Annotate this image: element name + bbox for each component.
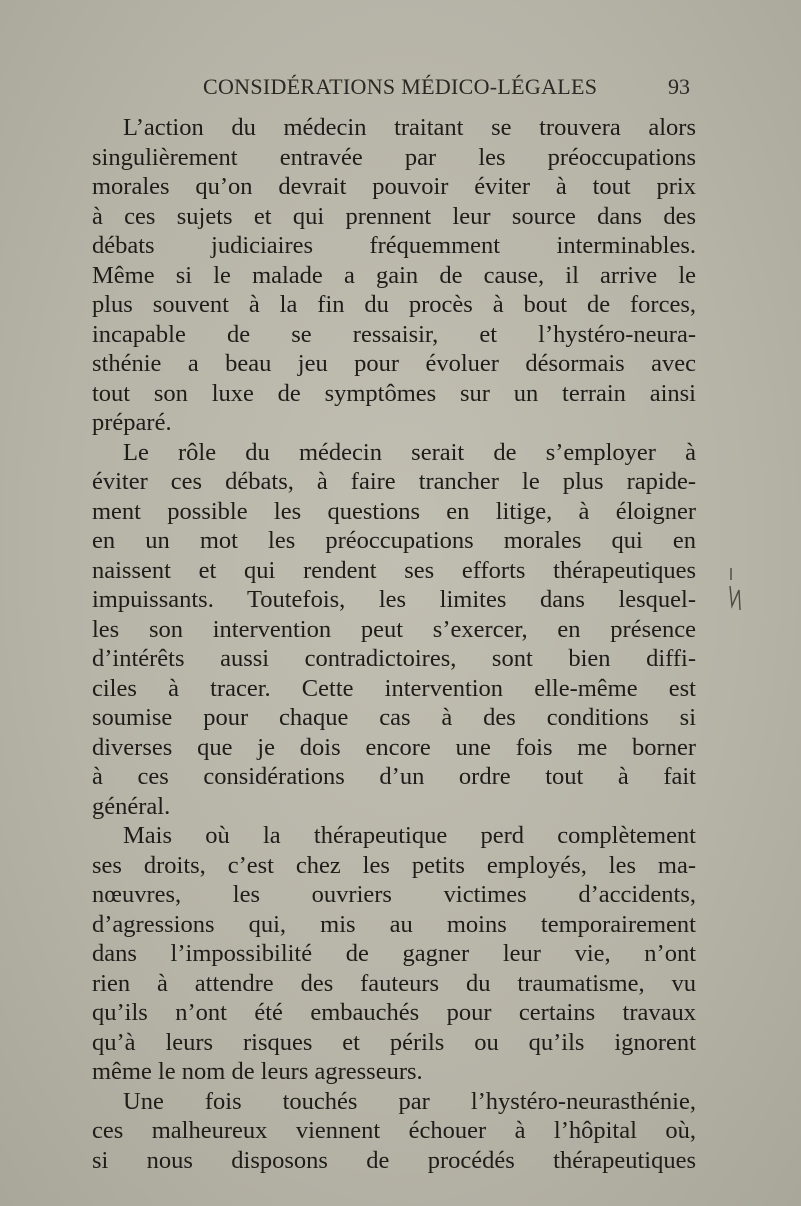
text-line: incapable de se ressaisir, et l’hystéro-neura- — [92, 320, 696, 348]
text-line: préparé. — [92, 409, 172, 436]
body-text — [92, 113, 696, 1175]
margin-pencil-mark — [728, 566, 742, 612]
text-line: éviter ces débats, à faire trancher le plus rapide- — [92, 468, 696, 495]
text-line: général. — [92, 792, 171, 820]
text-line: d’agressions qui, mis au moins temporairement — [92, 910, 696, 938]
text-line: ses droits, c’est chez les petits employés, les ma- — [92, 851, 696, 879]
text-line: Même si le malade a gain de cause, il arrive le — [92, 261, 696, 289]
text-line: Une fois touchés par l’hystéro-neurasthénie, — [123, 1087, 696, 1115]
text-line: ment possible les questions en litige, à éloigner — [92, 497, 696, 525]
text-line: rien à attendre des fauteurs du traumatisme, vu — [92, 969, 696, 997]
text-line: qu’ils n’ont été embauchés pour certains travaux — [92, 999, 696, 1026]
text-line: débats judiciaires fréquemment interminables. — [92, 232, 696, 259]
text-line: les son intervention peut s’exercer, en présence — [92, 615, 696, 643]
text-line: d’intérêts aussi contradictoires, sont bien diffi- — [92, 645, 696, 672]
text-line: soumise pour chaque cas à des conditions si — [92, 704, 696, 731]
text-line: L’action du médecin traitant se trouvera alors — [123, 114, 696, 141]
text-line: morales qu’on devrait pouvoir éviter à tout prix — [92, 173, 696, 200]
text-line: Le rôle du médecin serait de s’employer à — [123, 438, 696, 466]
running-title: CONSIDÉRATIONS MÉDICO-LÉGALES — [203, 74, 598, 99]
text-line: plus souvent à la fin du procès à bout de forces, — [92, 291, 696, 318]
text-line: qu’à leurs risques et périls ou qu’ils ignorent — [92, 1028, 696, 1056]
text-line: tout son luxe de symptômes sur un terrain ainsi — [92, 379, 696, 407]
text-line: à ces considérations d’un ordre tout à fait — [92, 763, 696, 790]
text-line: naissent et qui rendent ses efforts thérapeutiques — [92, 556, 696, 584]
text-line: nœuvres, les ouvriers victimes d’accidents, — [92, 881, 696, 908]
text-line: Mais où la thérapeutique perd complètement — [123, 822, 696, 849]
text-line: même le nom de leurs agresseurs. — [92, 1058, 423, 1085]
text-line: impuissants. Toutefois, les limites dans lesquel- — [92, 586, 696, 613]
text-line: si nous disposons de procédés thérapeutiques — [92, 1146, 696, 1174]
text-line: diverses que je dois encore une fois me borner — [92, 733, 696, 761]
page-header — [0, 74, 801, 104]
page-number: 93 — [668, 74, 690, 99]
text-line: en un mot les préoccupations morales qui en — [92, 527, 696, 554]
text-line: singulièrement entravée par les préoccupations — [92, 143, 696, 171]
text-line: sthénie a beau jeu pour évoluer désormais avec — [92, 350, 696, 377]
text-line: à ces sujets et qui prennent leur source dans des — [92, 202, 696, 230]
text-line: ciles à tracer. Cette intervention elle-même est — [92, 674, 696, 702]
text-line: ces malheureux viennent échouer à l’hôpital où, — [92, 1117, 696, 1144]
text-line: dans l’impossibilité de gagner leur vie, n’ont — [92, 940, 696, 967]
